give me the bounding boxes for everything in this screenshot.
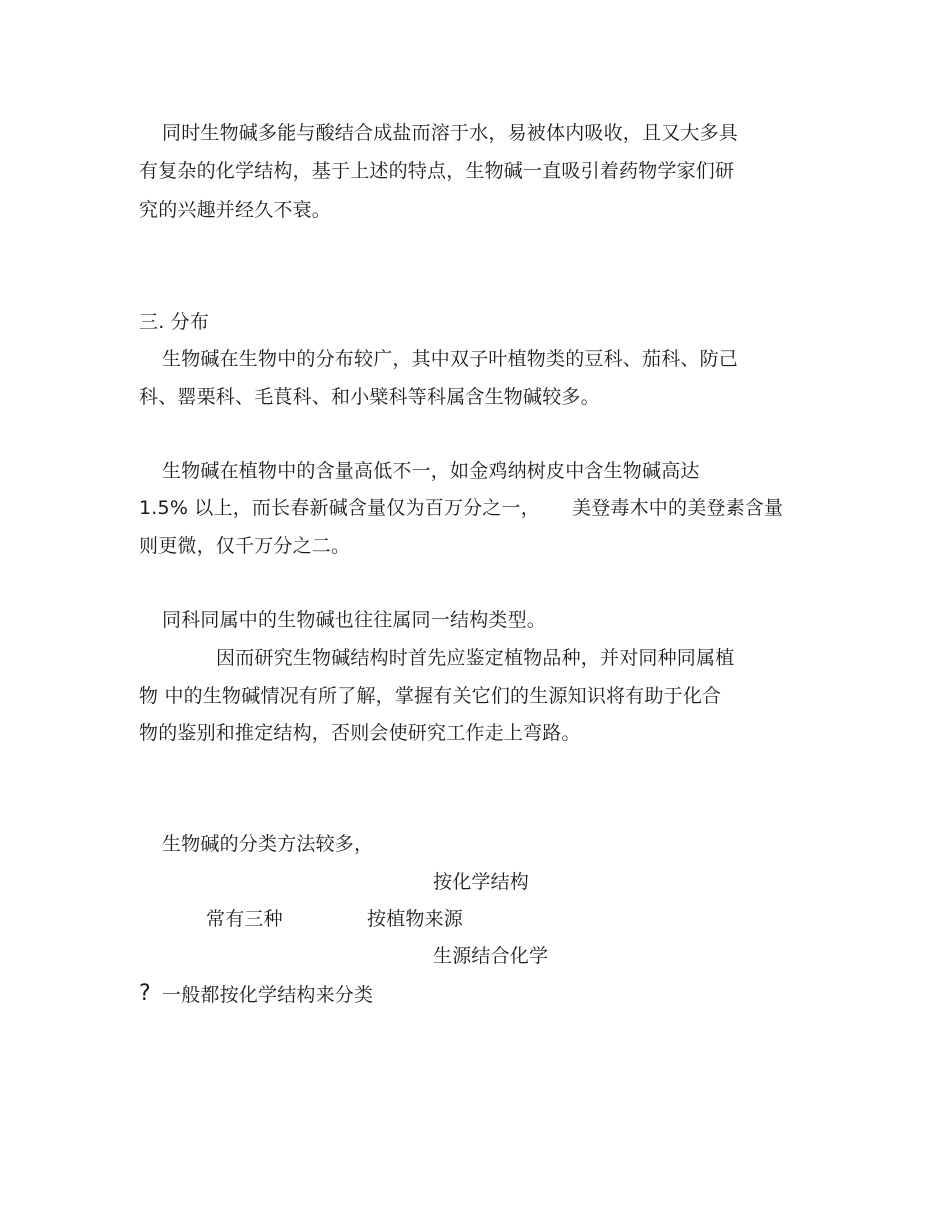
classification-intro: 生物碱的分类方法较多， [162, 833, 374, 855]
classification-method-2: 按植物来源 [367, 908, 464, 930]
paragraph-2-line-1: 生物碱在生物中的分布较广，其中双子叶植物类的豆科、茄科、防己 [162, 348, 739, 370]
paragraph-1-line-2: 有复杂的化学结构，基于上述的特点，生物碱一直吸引着药物学家们研 [139, 160, 735, 182]
classification-method-3: 生源结合化学 [433, 945, 549, 967]
paragraph-4-line-1: 同科同属中的生物碱也往往属同一结构类型。 [162, 609, 547, 631]
paragraph-2-line-2: 科、罂栗科、毛茛科、和小檗科等科属含生物碱较多。 [139, 386, 600, 408]
classification-count-label: 常有三种 [206, 908, 283, 930]
paragraph-4-line-2: 因而研究生物碱结构时首先应鉴定植物品种，并对同种同属植 [216, 647, 735, 669]
paragraph-3-line-2a: 1.5% 以上，而长春新碱含量仅为百万分之一， [139, 497, 540, 519]
paragraph-4-line-3: 物 中的生物碱情况有所了解，掌握有关它们的生源知识将有助于化合 [139, 685, 722, 707]
paragraph-4-line-4: 物的鉴别和推定结构，否则会使研究工作走上弯路。 [139, 722, 581, 744]
note-bullet-marker: ? [139, 981, 151, 1006]
classification-method-1: 按化学结构 [433, 871, 530, 893]
classification-note: 一般都按化学结构来分类 [162, 984, 374, 1006]
section-heading: 三. 分布 [139, 311, 210, 333]
paragraph-3-line-3: 则更微，仅千万分之二。 [139, 535, 351, 557]
paragraph-3-line-1: 生物碱在植物中的含量高低不一，如金鸡纳树皮中含生物碱高达 [162, 460, 700, 482]
paragraph-1-line-1: 同时生物碱多能与酸结合成盐而溶于水，易被体内吸收，且又大多具 [162, 122, 739, 144]
paragraph-3-line-2b: 美登毒木中的美登素含量 [572, 497, 784, 519]
paragraph-1-line-3: 究的兴趣并经久不衰。 [139, 199, 332, 221]
